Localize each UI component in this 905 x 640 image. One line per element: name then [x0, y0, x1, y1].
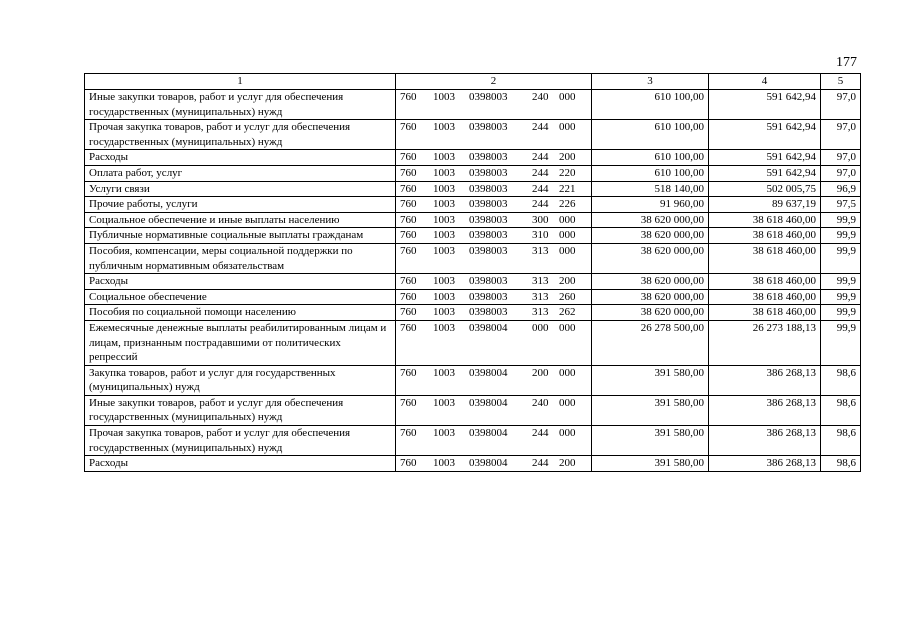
- kosgu-code: 200: [559, 151, 576, 164]
- row-name: Услуги связи: [85, 181, 396, 197]
- admin-code: 760: [400, 166, 417, 179]
- row-percent: 97,0: [821, 150, 861, 166]
- row-code: [396, 426, 592, 456]
- kosgu-code: 000: [559, 427, 576, 440]
- row-name: Прочие работы, услуги: [85, 197, 396, 213]
- row-fact-amount: 502 005,75: [709, 181, 821, 197]
- row-name: Расходы: [85, 456, 396, 472]
- target-code: 0398003: [469, 166, 508, 179]
- row-percent: 99,9: [821, 289, 861, 305]
- row-name: Пособия по социальной помощи населению: [85, 305, 396, 321]
- row-fact-amount: 38 618 460,00: [709, 289, 821, 305]
- row-percent: 98,6: [821, 426, 861, 456]
- header-col-5: 5: [821, 74, 861, 90]
- table-row: [85, 165, 861, 181]
- table-row: [85, 365, 861, 395]
- row-fact-amount: 386 268,13: [709, 426, 821, 456]
- row-plan-amount: 38 620 000,00: [592, 289, 709, 305]
- row-code: [396, 150, 592, 166]
- row-code: [396, 228, 592, 244]
- row-percent: 97,5: [821, 197, 861, 213]
- target-code: 0398003: [469, 91, 508, 103]
- kosgu-code: 000: [559, 396, 576, 409]
- kosgu-code: 226: [559, 198, 576, 211]
- budget-table: [84, 73, 861, 472]
- row-plan-amount: 610 100,00: [592, 150, 709, 166]
- row-fact-amount: 591 642,94: [709, 90, 821, 120]
- section-code: 1003: [433, 198, 455, 211]
- target-code: 0398004: [469, 366, 508, 379]
- admin-code: 760: [400, 306, 417, 319]
- type-code: 310: [532, 229, 549, 242]
- row-percent: 99,9: [821, 212, 861, 228]
- admin-code: 760: [400, 182, 417, 195]
- row-plan-amount: 38 620 000,00: [592, 212, 709, 228]
- table-row: [85, 243, 861, 273]
- kosgu-code: 221: [559, 182, 576, 195]
- target-code: 0398004: [469, 457, 508, 470]
- row-fact-amount: 386 268,13: [709, 365, 821, 395]
- admin-code: 760: [400, 275, 417, 288]
- type-code: 244: [532, 457, 549, 470]
- row-name: Пособия, компенсации, меры социальной поддержки по публичным нормативным обязательствам: [85, 243, 396, 273]
- section-code: 1003: [433, 229, 455, 242]
- row-name: Социальное обеспечение и иные выплаты населению: [85, 212, 396, 228]
- kosgu-code: 200: [559, 275, 576, 288]
- admin-code: 760: [400, 151, 417, 164]
- type-code: 244: [532, 166, 549, 179]
- row-code: [396, 365, 592, 395]
- admin-code: 760: [400, 91, 417, 103]
- table-row: [85, 197, 861, 213]
- row-percent: 98,6: [821, 395, 861, 425]
- row-name: Прочая закупка товаров, работ и услуг для обеспечения государственных (муниципальных) нужд: [85, 120, 396, 150]
- section-code: 1003: [433, 457, 455, 470]
- admin-code: 760: [400, 457, 417, 470]
- row-fact-amount: 386 268,13: [709, 395, 821, 425]
- row-fact-amount: 38 618 460,00: [709, 228, 821, 244]
- row-percent: 99,9: [821, 305, 861, 321]
- kosgu-code: 000: [559, 213, 576, 226]
- row-fact-amount: 38 618 460,00: [709, 243, 821, 273]
- type-code: 244: [532, 182, 549, 195]
- section-code: 1003: [433, 166, 455, 179]
- type-code: 313: [532, 290, 549, 303]
- row-percent: 97,0: [821, 120, 861, 150]
- page-number: 177: [836, 55, 857, 70]
- row-code: [396, 320, 592, 365]
- row-percent: 99,9: [821, 320, 861, 365]
- table-row: [85, 456, 861, 472]
- header-col-1: 1: [85, 74, 396, 90]
- target-code: 0398003: [469, 121, 508, 134]
- type-code: 240: [532, 396, 549, 409]
- row-code: [396, 305, 592, 321]
- section-code: 1003: [433, 366, 455, 379]
- type-code: 244: [532, 151, 549, 164]
- target-code: 0398003: [469, 213, 508, 226]
- row-plan-amount: 391 580,00: [592, 426, 709, 456]
- kosgu-code: 220: [559, 166, 576, 179]
- header-row: [85, 74, 861, 90]
- row-fact-amount: 386 268,13: [709, 456, 821, 472]
- row-fact-amount: 26 273 188,13: [709, 320, 821, 365]
- admin-code: 760: [400, 290, 417, 303]
- admin-code: 760: [400, 229, 417, 242]
- target-code: 0398003: [469, 290, 508, 303]
- row-fact-amount: 38 618 460,00: [709, 274, 821, 290]
- table-row: [85, 274, 861, 290]
- row-plan-amount: 38 620 000,00: [592, 305, 709, 321]
- row-name: Иные закупки товаров, работ и услуг для обеспечения государственных (муниципальных) нужд: [85, 395, 396, 425]
- row-plan-amount: 91 960,00: [592, 197, 709, 213]
- row-name: Закупка товаров, работ и услуг для государственных (муниципальных) нужд: [85, 365, 396, 395]
- table-row: [85, 426, 861, 456]
- row-plan-amount: 391 580,00: [592, 395, 709, 425]
- table-row: [85, 289, 861, 305]
- row-code: [396, 395, 592, 425]
- table-row: [85, 320, 861, 365]
- row-percent: 97,0: [821, 165, 861, 181]
- row-code: [396, 212, 592, 228]
- section-code: 1003: [433, 321, 455, 334]
- type-code: 313: [532, 244, 549, 257]
- target-code: 0398004: [469, 427, 508, 440]
- row-code: [396, 197, 592, 213]
- row-name: Прочая закупка товаров, работ и услуг для обеспечения государственных (муниципальных) нужд: [85, 426, 396, 456]
- row-code: [396, 120, 592, 150]
- row-percent: 99,9: [821, 228, 861, 244]
- target-code: 0398003: [469, 306, 508, 319]
- section-code: 1003: [433, 121, 455, 134]
- row-plan-amount: 26 278 500,00: [592, 320, 709, 365]
- type-code: 244: [532, 121, 549, 134]
- row-name: Оплата работ, услуг: [85, 165, 396, 181]
- admin-code: 760: [400, 121, 417, 134]
- row-code: [396, 181, 592, 197]
- type-code: 244: [532, 427, 549, 440]
- table-row: [85, 181, 861, 197]
- section-code: 1003: [433, 275, 455, 288]
- row-name: Иные закупки товаров, работ и услуг для обеспечения государственных (муниципальных) нужд: [85, 90, 396, 120]
- table-row: [85, 90, 861, 120]
- row-percent: 98,6: [821, 365, 861, 395]
- kosgu-code: 000: [559, 91, 576, 103]
- section-code: 1003: [433, 151, 455, 164]
- row-name: Публичные нормативные социальные выплаты гражданам: [85, 228, 396, 244]
- header-col-4: 4: [709, 74, 821, 90]
- row-plan-amount: 391 580,00: [592, 365, 709, 395]
- row-fact-amount: 89 637,19: [709, 197, 821, 213]
- row-plan-amount: 610 100,00: [592, 165, 709, 181]
- section-code: 1003: [433, 396, 455, 409]
- row-plan-amount: 38 620 000,00: [592, 243, 709, 273]
- table-row: [85, 212, 861, 228]
- table-row: [85, 228, 861, 244]
- row-code: [396, 165, 592, 181]
- row-code: [396, 243, 592, 273]
- table-row: [85, 395, 861, 425]
- target-code: 0398003: [469, 275, 508, 288]
- table-body: [85, 90, 861, 472]
- admin-code: 760: [400, 244, 417, 257]
- row-name: Расходы: [85, 150, 396, 166]
- row-percent: 98,6: [821, 456, 861, 472]
- kosgu-code: 200: [559, 457, 576, 470]
- row-percent: 97,0: [821, 90, 861, 120]
- row-plan-amount: 38 620 000,00: [592, 274, 709, 290]
- target-code: 0398003: [469, 182, 508, 195]
- kosgu-code: 000: [559, 244, 576, 257]
- admin-code: 760: [400, 427, 417, 440]
- row-fact-amount: 591 642,94: [709, 165, 821, 181]
- type-code: 200: [532, 366, 549, 379]
- row-plan-amount: 518 140,00: [592, 181, 709, 197]
- section-code: 1003: [433, 91, 455, 103]
- row-name: Социальное обеспечение: [85, 289, 396, 305]
- section-code: 1003: [433, 306, 455, 319]
- row-percent: 96,9: [821, 181, 861, 197]
- row-fact-amount: 591 642,94: [709, 120, 821, 150]
- row-plan-amount: 610 100,00: [592, 120, 709, 150]
- type-code: 000: [532, 321, 549, 334]
- row-name: Расходы: [85, 274, 396, 290]
- target-code: 0398003: [469, 244, 508, 257]
- row-code: [396, 90, 592, 120]
- header-col-3: 3: [592, 74, 709, 90]
- section-code: 1003: [433, 182, 455, 195]
- row-name: Ежемесячные денежные выплаты реабилитированным лицам и лицам, признанным пострадавшими от политических репрессий: [85, 320, 396, 365]
- table-row: [85, 120, 861, 150]
- table-row: [85, 305, 861, 321]
- row-fact-amount: 38 618 460,00: [709, 212, 821, 228]
- section-code: 1003: [433, 213, 455, 226]
- row-plan-amount: 610 100,00: [592, 90, 709, 120]
- type-code: 240: [532, 91, 549, 103]
- type-code: 313: [532, 275, 549, 288]
- row-percent: 99,9: [821, 243, 861, 273]
- table-row: [85, 150, 861, 166]
- target-code: 0398003: [469, 198, 508, 211]
- section-code: 1003: [433, 427, 455, 440]
- header-col-2: 2: [396, 74, 592, 90]
- row-code: [396, 274, 592, 290]
- target-code: 0398003: [469, 229, 508, 242]
- kosgu-code: 260: [559, 290, 576, 303]
- section-code: 1003: [433, 290, 455, 303]
- row-code: [396, 456, 592, 472]
- section-code: 1003: [433, 244, 455, 257]
- kosgu-code: 000: [559, 229, 576, 242]
- row-fact-amount: 591 642,94: [709, 150, 821, 166]
- target-code: 0398003: [469, 151, 508, 164]
- admin-code: 760: [400, 198, 417, 211]
- row-plan-amount: 38 620 000,00: [592, 228, 709, 244]
- admin-code: 760: [400, 321, 417, 334]
- kosgu-code: 262: [559, 306, 576, 319]
- kosgu-code: 000: [559, 366, 576, 379]
- target-code: 0398004: [469, 396, 508, 409]
- row-code: [396, 289, 592, 305]
- type-code: 244: [532, 198, 549, 211]
- kosgu-code: 000: [559, 321, 576, 334]
- row-plan-amount: 391 580,00: [592, 456, 709, 472]
- row-fact-amount: 38 618 460,00: [709, 305, 821, 321]
- target-code: 0398004: [469, 321, 508, 334]
- type-code: 313: [532, 306, 549, 319]
- type-code: 300: [532, 213, 549, 226]
- admin-code: 760: [400, 396, 417, 409]
- admin-code: 760: [400, 366, 417, 379]
- row-percent: 99,9: [821, 274, 861, 290]
- admin-code: 760: [400, 213, 417, 226]
- kosgu-code: 000: [559, 121, 576, 134]
